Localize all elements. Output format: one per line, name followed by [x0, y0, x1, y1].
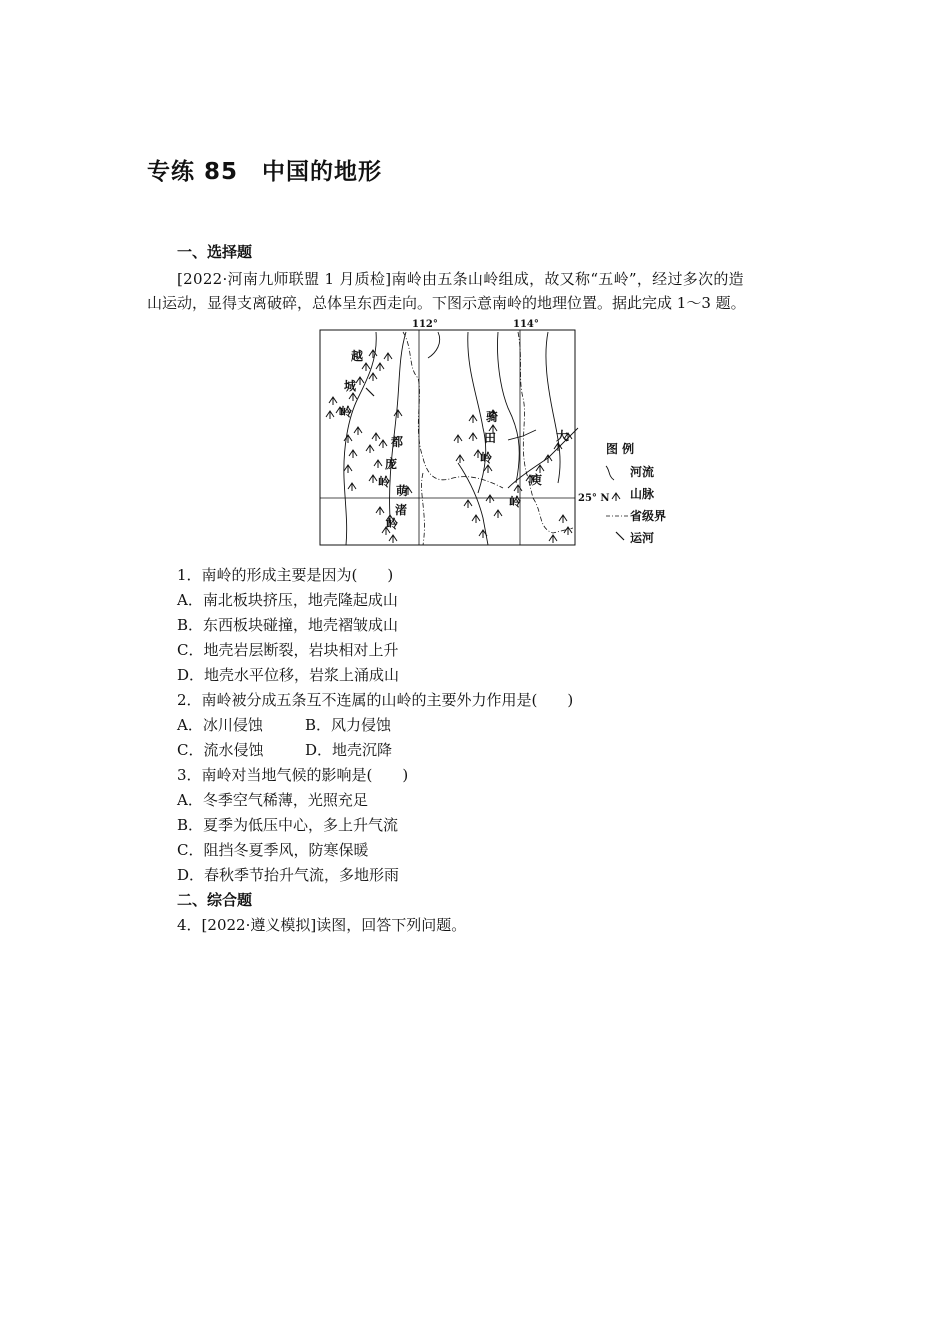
label-qi: 骑	[486, 410, 499, 424]
question-1-option-d: D．地壳水平位移，岩浆上涌成山	[177, 666, 400, 684]
question-2-stem: 2．南岭被分成五条互不连属的山岭的主要外力作用是( )	[177, 691, 574, 709]
map-legend	[606, 441, 666, 545]
lon-label-112: 112°	[412, 319, 438, 330]
question-2-option-c: C．流水侵蚀	[177, 741, 264, 759]
lat-label-25n: 25° N	[578, 493, 610, 504]
question-1-option-b: B．东西板块碰撞，地壳褶皱成山	[177, 616, 399, 634]
label-ling-2: 岭	[378, 475, 391, 489]
question-3-option-d: D．春秋季节抬升气流，多地形雨	[177, 866, 400, 884]
label-pang: 庞	[385, 457, 398, 471]
canal	[366, 388, 374, 396]
page-title: 专练 85 中国的地形	[147, 159, 383, 185]
section-heading-comprehensive: 二、综合题	[177, 891, 253, 909]
question-2-option-d: D．地壳沉降	[305, 741, 393, 759]
intro-line-2: 山运动，显得支离破碎，总体呈东西走向。下图示意南岭的地理位置。据此完成 1～3 题。	[147, 294, 746, 312]
question-1-option-a: A．南北板块挤压，地壳隆起成山	[177, 591, 398, 609]
question-3-option-a: A．冬季空气稀薄，光照充足	[177, 791, 368, 809]
label-ling-1: 岭	[340, 405, 353, 419]
legend-river: 河流	[630, 465, 655, 479]
question-1-option-c: C．地壳岩层断裂，岩块相对上升	[177, 641, 399, 659]
intro-paragraph	[147, 267, 802, 315]
legend-title: 图 例	[606, 442, 635, 456]
nanling-map	[318, 318, 684, 550]
question-3-option-b: B．夏季为低压中心，多上升气流	[177, 816, 399, 834]
section-heading-choice: 一、选择题	[177, 243, 253, 261]
question-2-option-a: A．冰川侵蚀	[177, 716, 263, 734]
legend-canal: 运河	[630, 531, 655, 545]
label-du: 都	[391, 435, 404, 449]
label-meng: 萌	[396, 484, 409, 498]
label-ling-5: 岭	[509, 495, 522, 509]
label-yu: 庾	[530, 473, 543, 487]
label-da: 大	[556, 429, 569, 443]
legend-canal-symbol	[616, 532, 624, 540]
label-yue: 越	[351, 349, 364, 363]
lon-label-114: 114°	[513, 319, 539, 330]
label-cheng: 城	[344, 379, 357, 393]
legend-mountain: 山脉	[630, 487, 655, 501]
mountain-symbols	[326, 350, 572, 543]
label-ling-3: 岭	[386, 517, 399, 531]
question-2-option-b: B．风力侵蚀	[305, 716, 392, 734]
question-3-stem: 3．南岭对当地气候的影响是( )	[177, 766, 409, 784]
question-1-stem: 1．南岭的形成主要是因为( )	[177, 566, 394, 584]
label-tian: 田	[484, 431, 497, 445]
label-zhu: 渚	[395, 503, 408, 517]
label-ling-4: 岭	[480, 451, 493, 465]
legend-boundary: 省级界	[630, 509, 667, 523]
question-4-stem: 4．[2022·遵义模拟]读图，回答下列问题。	[177, 916, 467, 934]
legend-river-symbol	[606, 466, 614, 480]
legend-mountain-symbol	[612, 493, 620, 501]
question-3-option-c: C．阻挡冬夏季风，防寒保暖	[177, 841, 369, 859]
intro-line-1: [2022·河南九师联盟 1 月质检]南岭由五条山岭组成，故又称“五岭”，经过多次的造	[177, 270, 744, 288]
